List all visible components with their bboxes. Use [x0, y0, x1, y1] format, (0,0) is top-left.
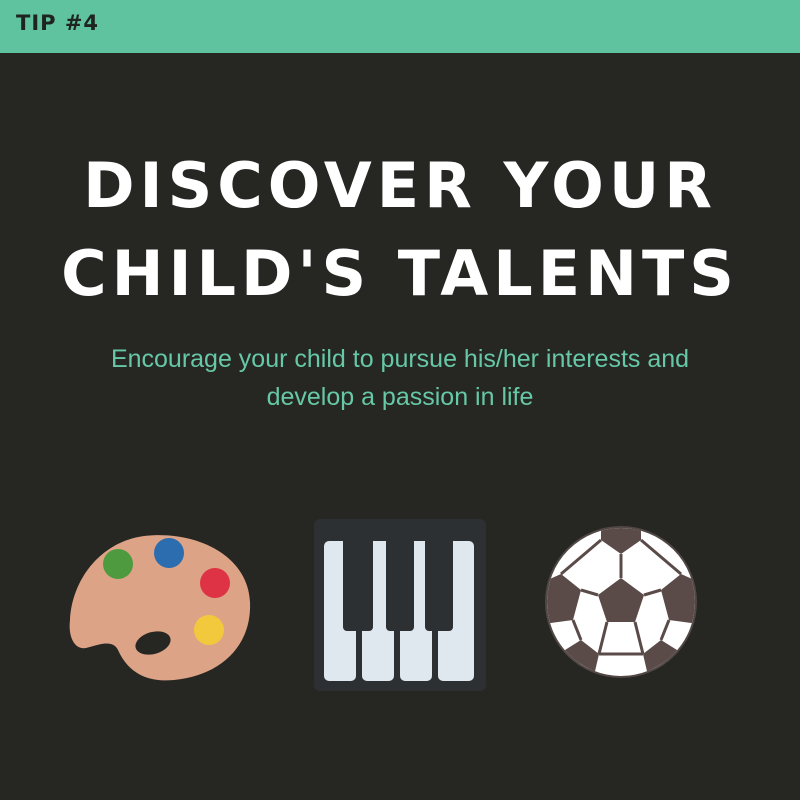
- paint-green: [103, 549, 133, 579]
- black-key-2: [386, 537, 414, 631]
- tip-banner: [0, 0, 800, 53]
- black-key-3: [425, 537, 453, 631]
- tip-label: TIP #4: [16, 11, 100, 35]
- headline: [0, 142, 800, 318]
- subtitle-line-1: Encourage your child to pursue his/her interests and: [110, 345, 690, 373]
- headline-line-2: CHILD'S TALENTS: [61, 237, 739, 310]
- paint-red: [200, 568, 230, 598]
- paint-blue: [154, 538, 184, 568]
- subtitle: [60, 340, 740, 416]
- black-key-1: [343, 537, 373, 631]
- soccer-ball-icon: [543, 524, 699, 680]
- piano-keys-icon: [314, 519, 486, 691]
- palette-icon: [66, 524, 256, 684]
- paint-yellow: [194, 615, 224, 645]
- subtitle-line-2: develop a passion in life: [266, 383, 534, 411]
- headline-line-1: DISCOVER YOUR: [83, 149, 717, 222]
